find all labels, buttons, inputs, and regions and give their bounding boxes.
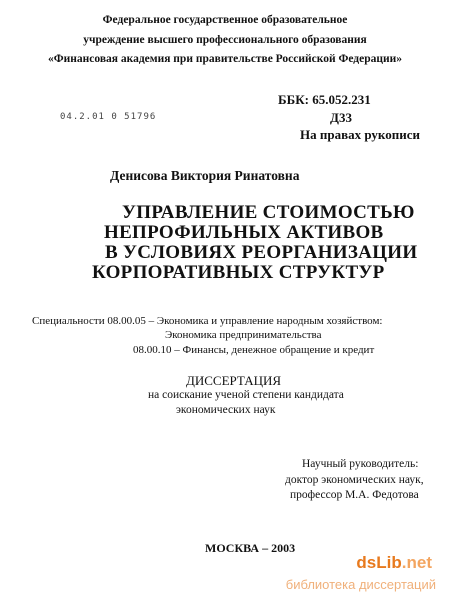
supervisor-label: Научный руководитель: xyxy=(302,458,419,470)
org-line-2: учреждение высшего профессионального образования xyxy=(83,34,367,46)
supervisor-name: профессор М.А. Федотова xyxy=(290,489,419,501)
title-line-4: КОРПОРАТИВНЫХ СТРУКТУР xyxy=(92,262,385,283)
catalog-stamp: 04.2.01 0 51796 xyxy=(60,112,157,122)
dslib-logo-main: dsLib xyxy=(356,553,402,572)
specialty-line-2: Экономика предпринимательства xyxy=(165,329,322,341)
supervisor-degree: доктор экономических наук, xyxy=(285,474,424,486)
dissertation-line-1: на соискание ученой степени кандидата xyxy=(148,389,344,401)
dslib-logo-suffix: .net xyxy=(401,553,432,572)
specialty-line-1: Специальности 08.00.05 – Экономика и управление народным хозяйством: xyxy=(32,315,383,327)
bbk-code: ББК: 65.052.231 xyxy=(278,92,371,107)
title-line-2: НЕПРОФИЛЬНЫХ АКТИВОВ xyxy=(104,222,384,243)
city-year: МОСКВА – 2003 xyxy=(205,541,296,555)
library-code: Д33 xyxy=(330,110,352,125)
title-line-3: В УСЛОВИЯХ РЕОРГАНИЗАЦИИ xyxy=(105,242,418,263)
org-line-1: Федеральное государственное образовательное xyxy=(102,14,348,26)
dslib-caption: библиотека диссертаций xyxy=(285,577,436,592)
dissertation-line-2: экономических наук xyxy=(176,404,276,416)
title-line-1: УПРАВЛЕНИЕ СТОИМОСТЬЮ xyxy=(122,202,415,223)
org-line-3: «Финансовая академия при правительстве Российской Федерации» xyxy=(48,53,402,65)
author-name: Денисова Виктория Ринатовна xyxy=(110,168,300,183)
specialty-line-3: 08.00.10 – Финансы, денежное обращение и кредит xyxy=(133,344,375,356)
dslib-logo[interactable] xyxy=(356,553,432,573)
rights-note: На правах рукописи xyxy=(300,127,420,142)
dissertation-heading: ДИССЕРТАЦИЯ xyxy=(186,373,282,388)
